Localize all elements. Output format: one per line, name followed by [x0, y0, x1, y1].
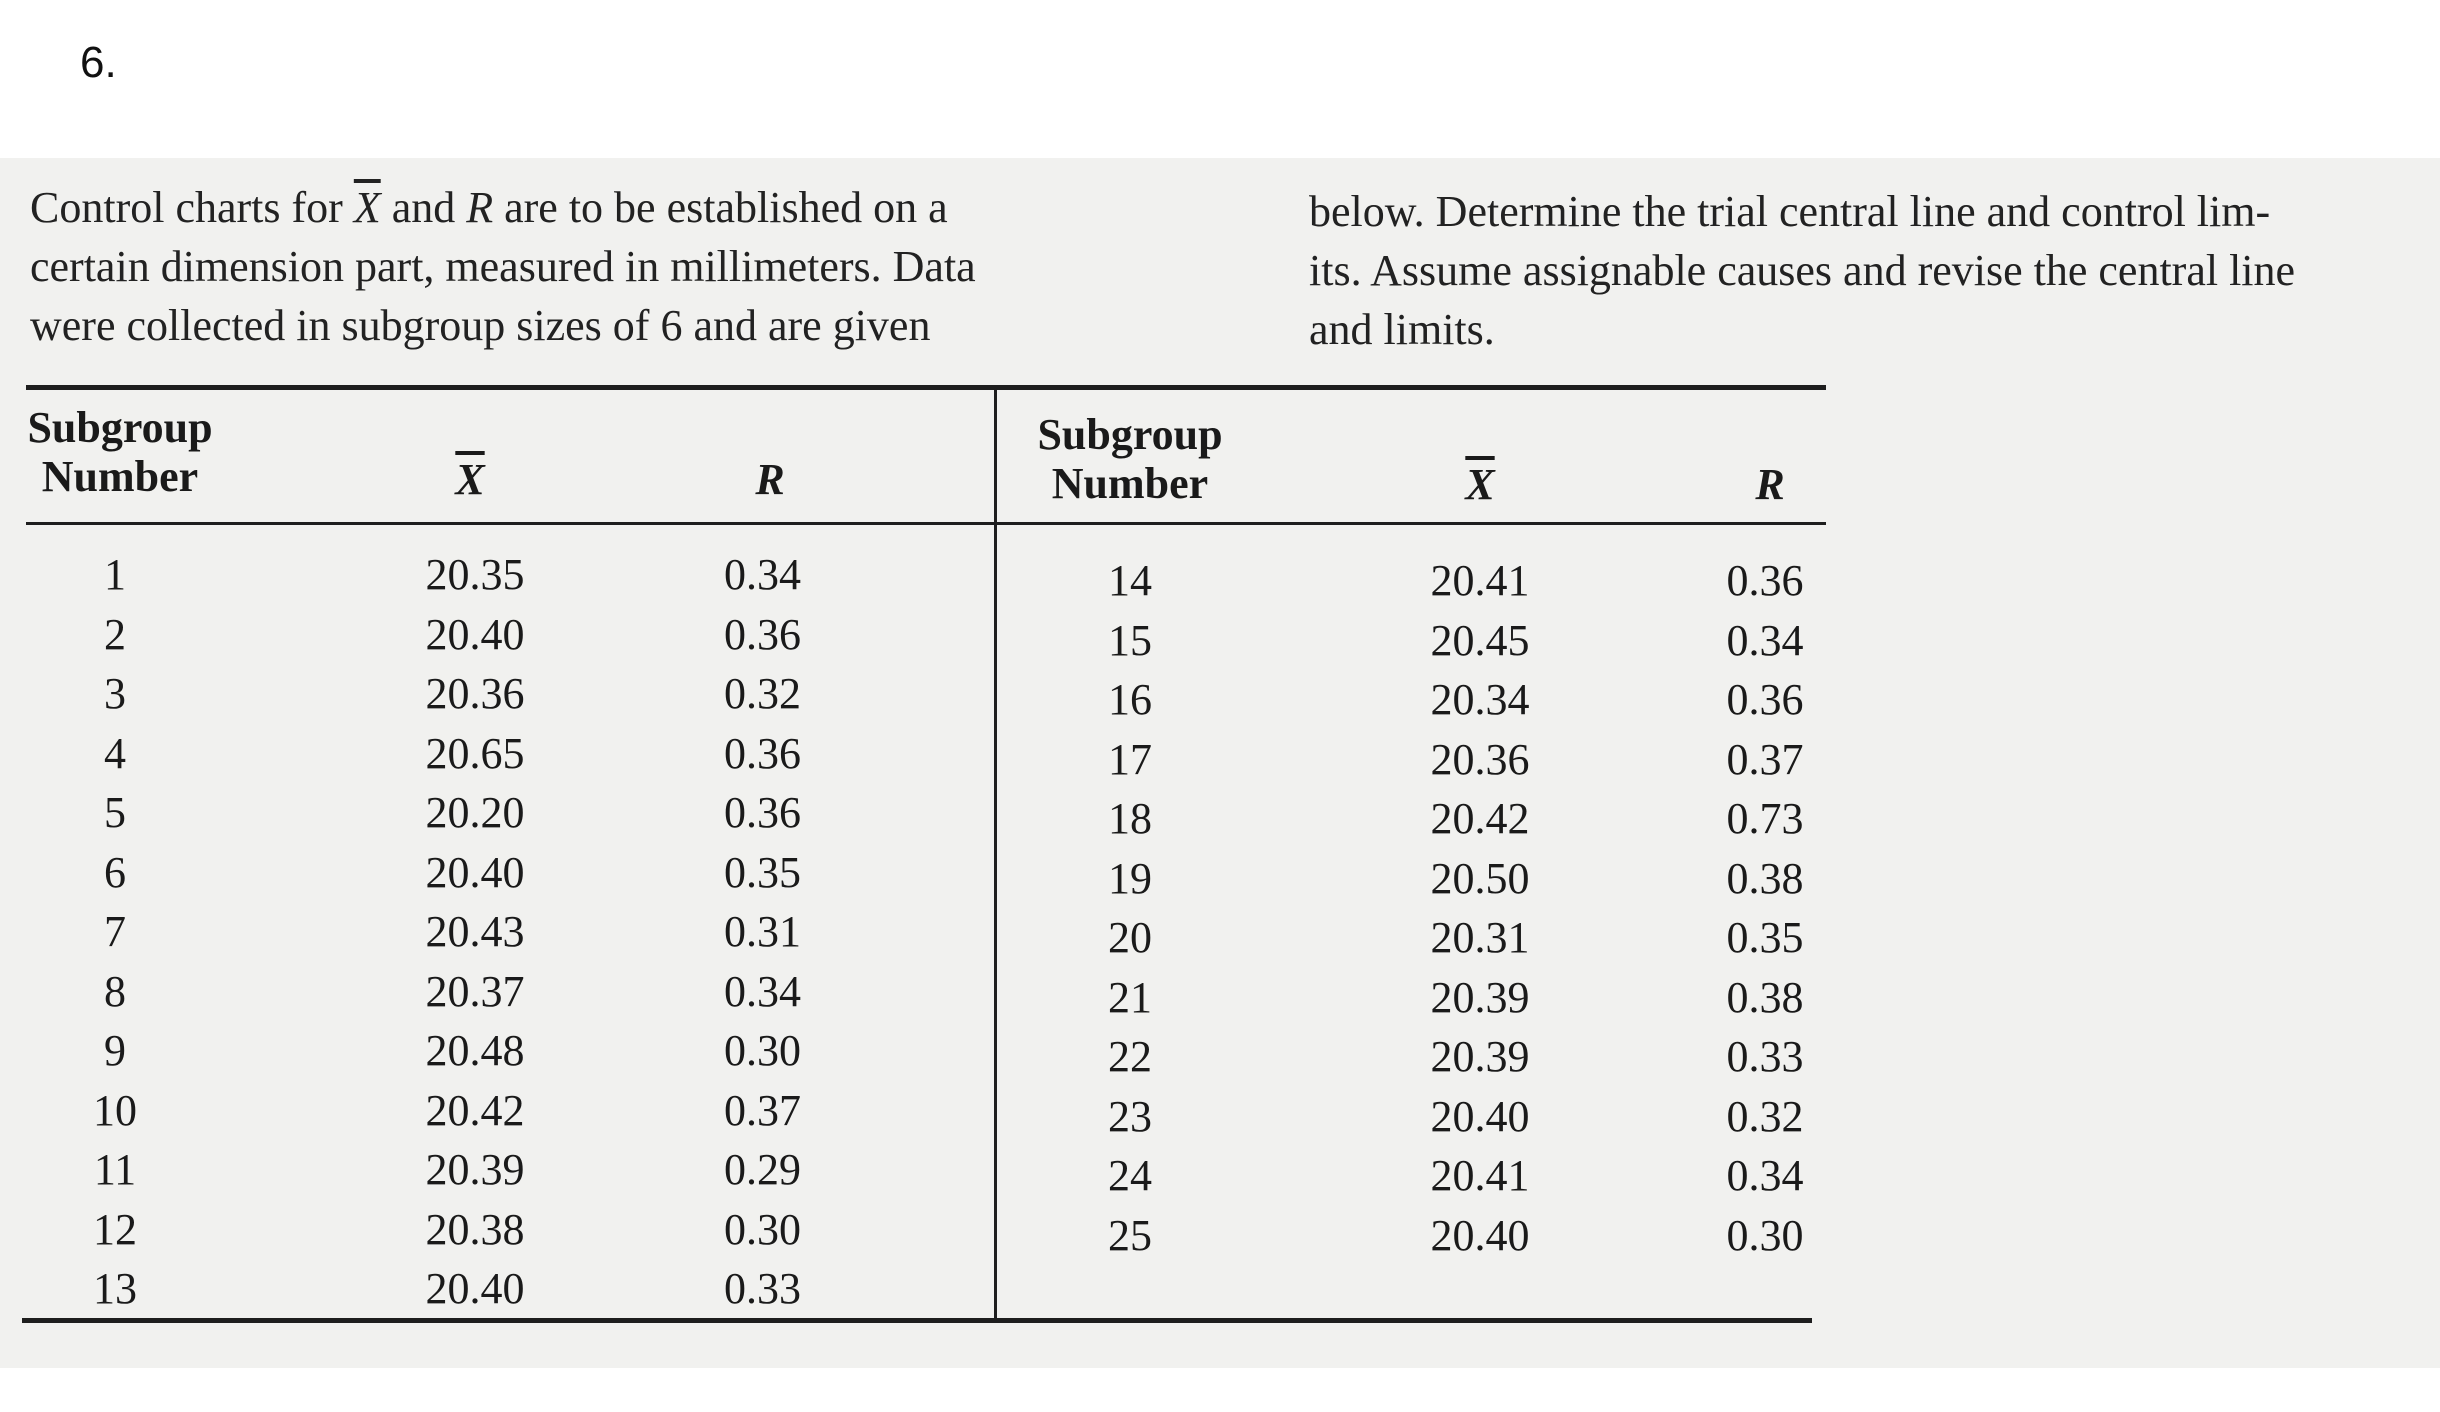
x-bar-cell: 20.31 — [1430, 913, 1530, 962]
header-line: Number — [1051, 459, 1209, 508]
x-bar-header — [430, 455, 510, 504]
r-header: R — [1755, 460, 1785, 509]
x-bar-cell: 20.41 — [1430, 556, 1530, 605]
subgroup-number-header — [1020, 410, 1240, 508]
x-bar-header — [1440, 460, 1520, 509]
subgroup-number-cell: 10 — [93, 1085, 137, 1135]
problem-text-line: below. Determine the trial central line and control lim- — [1309, 187, 2271, 236]
table-top-rule — [26, 385, 1826, 390]
r-cell: 0.36 — [1726, 556, 1804, 605]
r-cell: 0.36 — [1726, 675, 1804, 724]
x-bar-cell: 20.35 — [425, 550, 525, 599]
problem-text-line: Control charts for $\overline{X}$ and R are to be established on a — [30, 183, 948, 232]
problem-text-line: were collected in subgroup sizes of 6 and are given — [30, 301, 931, 350]
x-bar-symbol: $\overline{X}$ — [353, 183, 381, 232]
r-cell: 0.36 — [724, 609, 801, 659]
left-x-bar-column — [405, 545, 545, 1319]
r-cell: 0.36 — [724, 788, 801, 837]
r-cell: 0.34 — [724, 966, 801, 1016]
x-bar-cell: 20.65 — [425, 728, 525, 778]
r-cell: 0.30 — [724, 1204, 801, 1254]
subgroup-number-cell: 25 — [1108, 1210, 1152, 1260]
r-cell: 0.38 — [1726, 853, 1804, 903]
x-bar-cell: 20.39 — [425, 1145, 525, 1194]
r-cell: 0.37 — [724, 1085, 801, 1135]
subgroup-number-cell: 6 — [104, 847, 126, 897]
subgroup-number-cell: 5 — [104, 788, 126, 837]
subgroup-number-cell: 20 — [1108, 913, 1152, 962]
problem-text-right — [1309, 182, 2295, 359]
subgroup-number-cell: 3 — [104, 669, 126, 718]
table-column-divider — [994, 390, 997, 1320]
header-line: Subgroup — [1037, 410, 1223, 459]
question-number: 6. — [80, 38, 117, 87]
r-symbol: R — [466, 183, 494, 232]
problem-text-left — [30, 178, 976, 355]
subgroup-number-cell: 12 — [93, 1204, 137, 1254]
left-subgroup-column — [70, 545, 160, 1319]
subgroup-number-cell: 18 — [1108, 794, 1152, 843]
subgroup-number-cell: 7 — [104, 907, 126, 956]
subgroup-number-cell: 1 — [104, 550, 126, 599]
r-cell: 0.33 — [724, 1264, 801, 1313]
r-cell: 0.30 — [724, 1026, 801, 1075]
subgroup-number-cell: 23 — [1108, 1091, 1152, 1141]
x-bar-cell: 20.34 — [1430, 675, 1530, 724]
x-bar-cell: 20.40 — [1430, 1091, 1530, 1141]
x-bar-cell: 20.50 — [1430, 853, 1530, 903]
r-cell: 0.37 — [1726, 734, 1804, 784]
x-bar-cell: 20.48 — [425, 1026, 525, 1075]
subgroup-number-cell: 11 — [93, 1145, 137, 1194]
subgroup-number-cell: 13 — [93, 1264, 137, 1313]
problem-text-line: its. Assume assignable causes and revise the central line — [1309, 246, 2296, 295]
r-cell: 0.36 — [724, 728, 801, 778]
x-bar-cell: 20.40 — [1430, 1210, 1530, 1260]
x-bar-cell: 20.40 — [425, 1264, 525, 1313]
x-bar-symbol: $\overline{X}$ — [455, 455, 485, 504]
x-bar-cell: 20.37 — [425, 966, 525, 1016]
subgroup-number-cell: 14 — [1108, 556, 1152, 605]
problem-text-line: and limits. — [1309, 305, 1495, 354]
x-bar-cell: 20.40 — [425, 847, 525, 897]
r-cell: 0.38 — [1726, 972, 1804, 1022]
x-bar-cell: 20.36 — [425, 669, 525, 718]
subgroup-number-header — [20, 403, 220, 501]
subgroup-number-cell: 4 — [104, 728, 126, 778]
problem-text-line: certain dimension part, measured in millimeters. Data — [30, 242, 976, 291]
table-bottom-rule — [22, 1318, 1812, 1323]
r-cell: 0.34 — [724, 550, 801, 599]
x-bar-cell: 20.42 — [1430, 794, 1530, 843]
left-r-column — [700, 545, 825, 1319]
x-bar-cell: 20.39 — [1430, 1032, 1530, 1081]
header-line: Number — [41, 452, 199, 501]
x-bar-cell: 20.36 — [1430, 734, 1530, 784]
r-cell: 0.34 — [1726, 1151, 1804, 1200]
subgroup-number-cell: 8 — [104, 966, 126, 1016]
subgroup-number-cell: 21 — [1108, 972, 1152, 1022]
subgroup-number-cell: 19 — [1108, 853, 1152, 903]
subgroup-number-cell: 24 — [1108, 1151, 1152, 1200]
x-bar-cell: 20.39 — [1430, 972, 1530, 1022]
right-r-column — [1700, 551, 1830, 1265]
r-cell: 0.31 — [724, 907, 801, 956]
x-bar-cell: 20.38 — [425, 1204, 525, 1254]
subgroup-number-cell: 15 — [1108, 615, 1152, 665]
x-bar-cell: 20.20 — [425, 788, 525, 837]
r-cell: 0.32 — [724, 669, 801, 718]
r-cell: 0.73 — [1726, 794, 1804, 843]
r-cell: 0.35 — [724, 847, 801, 897]
x-bar-cell: 20.42 — [425, 1085, 525, 1135]
r-cell: 0.34 — [1726, 615, 1804, 665]
r-cell: 0.35 — [1726, 913, 1804, 962]
header-line: Subgroup — [27, 403, 213, 452]
r-cell: 0.32 — [1726, 1091, 1804, 1141]
table-header-rule — [26, 522, 1826, 525]
subgroup-number-cell: 16 — [1108, 675, 1152, 724]
x-bar-symbol: $\overline{X}$ — [1465, 460, 1495, 509]
x-bar-cell: 20.45 — [1430, 615, 1530, 665]
x-bar-cell: 20.43 — [425, 907, 525, 956]
r-cell: 0.29 — [724, 1145, 801, 1194]
subgroup-number-cell: 9 — [104, 1026, 126, 1075]
r-cell: 0.33 — [1726, 1032, 1804, 1081]
r-header: R — [755, 455, 785, 504]
x-bar-cell: 20.41 — [1430, 1151, 1530, 1200]
subgroup-number-cell: 22 — [1108, 1032, 1152, 1081]
r-cell: 0.30 — [1726, 1210, 1804, 1260]
subgroup-number-cell: 2 — [104, 609, 126, 659]
x-bar-cell: 20.40 — [425, 609, 525, 659]
right-x-bar-column — [1410, 551, 1550, 1265]
right-subgroup-column — [1075, 551, 1185, 1265]
subgroup-number-cell: 17 — [1108, 734, 1152, 784]
